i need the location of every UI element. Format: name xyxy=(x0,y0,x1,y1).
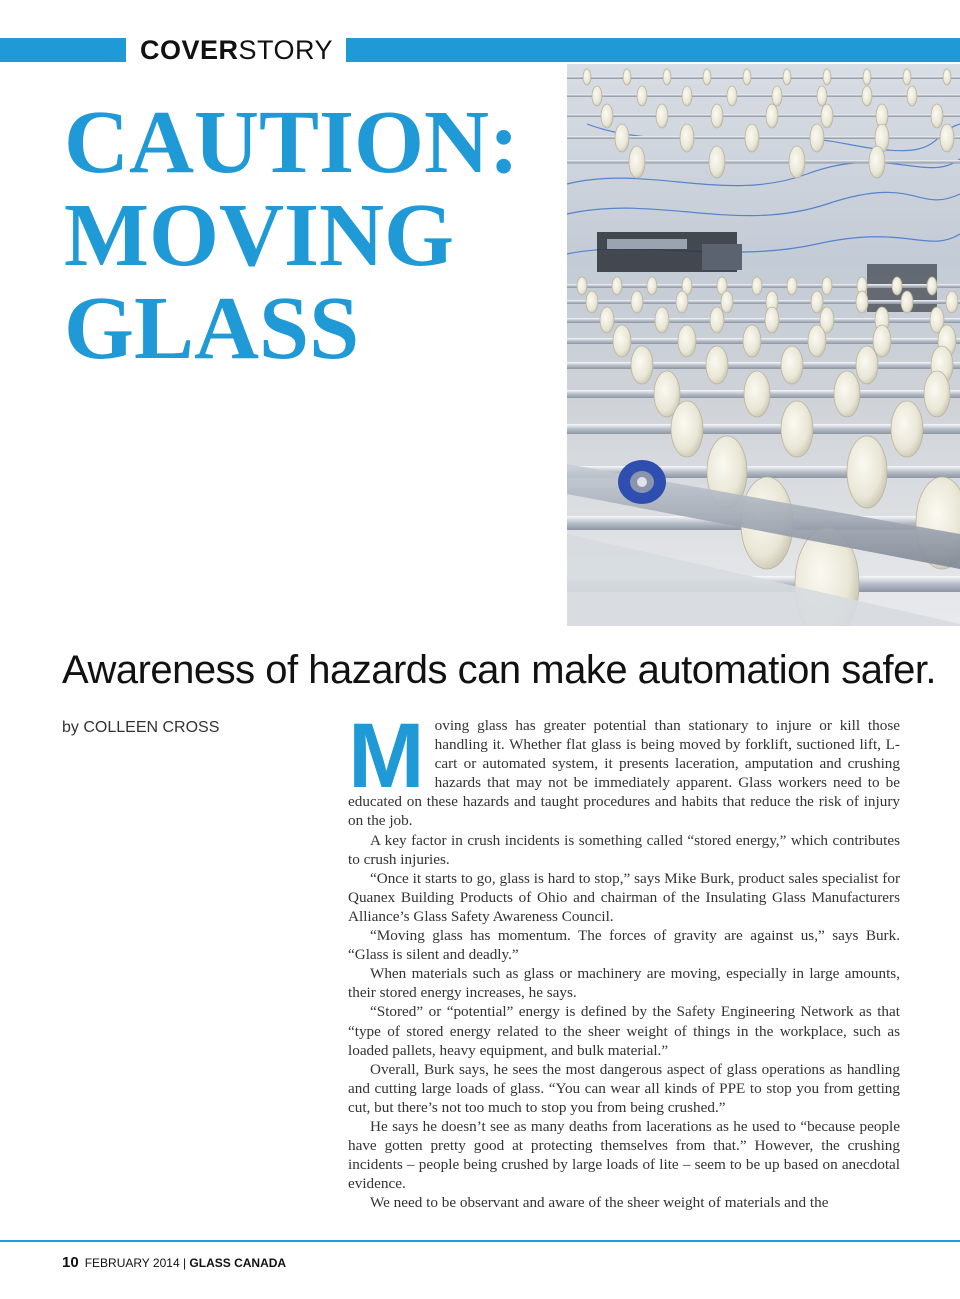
header-bar-right xyxy=(346,38,960,62)
section-label-strong: COVER xyxy=(140,35,239,65)
magazine-name: GLASS CANADA xyxy=(189,1256,287,1270)
headline-line-1: CAUTION: xyxy=(64,93,520,192)
article-paragraph: “Moving glass has momentum. The forces of gravity are against us,” says Burk. “Glass is silent and deadly.” xyxy=(348,927,900,964)
lead-text: oving glass has greater potential than stationary to injure or kill those handling it. Whether flat glass is being moved by forklift, suctioned lift, L-cart or automated system, it presents laceration, amputation and crushing hazards that may not be immediately apparent. Glass workers need to be educated on these hazards and taught procedures and habits that reduce the risk of injury on the job. xyxy=(348,717,900,830)
byline-prefix: by xyxy=(62,719,79,736)
deck-subheadline: Awareness of hazards can make automation safer. xyxy=(62,648,937,692)
byline-author: COLLEEN CROSS xyxy=(83,719,220,736)
headline-line-2: MOVING xyxy=(64,186,454,285)
article-paragraph: Overall, Burk says, he sees the most dangerous aspect of glass operations as handling and cutting large loads of glass. “You can wear all kinds of PPE to stop you from getting cut, but there’s not too much to stop you from being crushed.” xyxy=(348,1060,900,1116)
article-paragraph: We need to be observant and aware of the sheer weight of materials and the xyxy=(370,1194,829,1212)
footer-rule xyxy=(0,1240,960,1242)
article-paragraph: A key factor in crush incidents is something called “stored energy,” which contributes to crush injuries. xyxy=(348,831,900,868)
article-body xyxy=(348,705,900,1212)
section-label-light: STORY xyxy=(238,35,334,65)
footer-folio xyxy=(62,1254,286,1272)
conveyor-illustration xyxy=(567,64,960,626)
headline xyxy=(64,93,520,378)
article-paragraph: When materials such as glass or machinery are moving, especially in large amounts, their stored energy increases, he says. xyxy=(348,965,900,1002)
header-bar-left xyxy=(0,38,126,62)
page-number: 10 xyxy=(62,1254,79,1271)
article-paragraph: He says he doesn’t see as many deaths from lacerations as he used to “because people have gotten pretty good at protecting themselves from that.” However, the crushing incidents – people being crushed by large loads of lite – seem to be up based on anecdotal evidence. xyxy=(348,1117,900,1193)
hero-photo xyxy=(567,64,960,626)
section-label xyxy=(140,34,333,66)
issue-date: FEBRUARY 2014 | xyxy=(84,1256,190,1270)
article-paragraph: “Once it starts to go, glass is hard to stop,” says Mike Burk, product sales specialist for Quanex Building Products of Ohio and chairman of the Insulating Glass Manufacturers Alliance’s Glass Safety Awareness Council. xyxy=(348,869,900,925)
article-paragraph: “Stored” or “potential” energy is defined by the Safety Engineering Network as that “type of stored energy related to the sheer weight of things in the workplace, such as loaded pallets, heavy equipment, and bulk material.” xyxy=(348,1003,900,1059)
article-paragraph-lead xyxy=(348,705,900,831)
headline-line-3: GLASS xyxy=(64,279,360,378)
drop-cap: M xyxy=(348,705,425,807)
byline xyxy=(62,718,219,738)
